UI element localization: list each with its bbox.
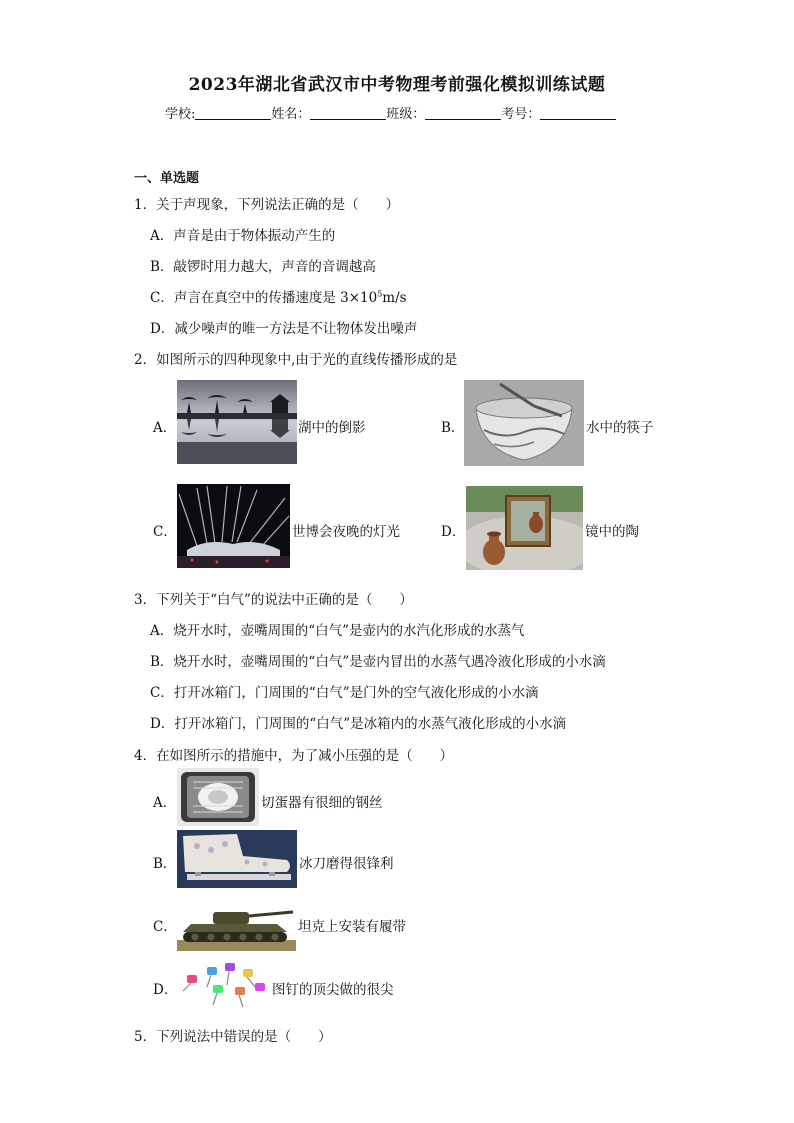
name-blank[interactable] xyxy=(310,107,386,120)
lake-reflection-image xyxy=(177,380,297,464)
egg-slicer-image xyxy=(177,768,259,826)
question-2-stem: 2．如图所示的四种现象中,由于光的直线传播形成的是 xyxy=(134,352,458,368)
ice-skate-image xyxy=(177,830,297,888)
question-4-option-b-label[interactable]: B． xyxy=(153,856,177,872)
number-blank[interactable] xyxy=(540,107,616,120)
question-2-option-d-label[interactable]: D． xyxy=(441,524,466,540)
question-1-option-d[interactable]: D．减少噪声的唯一方法是不让物体发出噪声 xyxy=(150,321,418,337)
chopsticks-in-water-image xyxy=(464,380,584,466)
question-3-option-b[interactable]: B．烧开水时，壶嘴周围的“白气”是壶内冒出的水蒸气遇冷液化形成的小水滴 xyxy=(150,654,606,670)
number-label: 考号： xyxy=(501,107,541,122)
student-info-line xyxy=(165,103,616,122)
class-blank[interactable] xyxy=(425,107,501,120)
thumbtacks-image xyxy=(177,957,270,1011)
question-2-option-c-caption: 世博会夜晚的灯光 xyxy=(292,524,400,540)
question-4-option-d-caption: 图钉的顶尖做的很尖 xyxy=(272,982,394,998)
question-2-option-a-label[interactable]: A． xyxy=(153,420,177,436)
school-blank[interactable] xyxy=(195,107,271,120)
question-4-option-a-label[interactable]: A． xyxy=(153,795,177,811)
section-heading: 一、单选题 xyxy=(134,171,200,186)
question-3-option-c[interactable]: C．打开冰箱门，门周围的“白气”是门外的空气液化形成的小水滴 xyxy=(150,685,539,701)
question-2-option-b-caption: 水中的筷子 xyxy=(586,420,654,436)
question-4-stem: 4．在如图所示的措施中，为了减小压强的是（ ） xyxy=(134,748,454,764)
question-2-option-a-caption: 湖中的倒影 xyxy=(298,420,366,436)
question-4-option-c-label[interactable]: C． xyxy=(153,919,177,935)
class-label: 班级： xyxy=(386,107,426,122)
question-2-option-c-label[interactable]: C． xyxy=(153,524,177,540)
question-3-stem: 3．下列关于“白气”的说法中正确的是（ ） xyxy=(134,592,413,608)
mirror-vase-image xyxy=(466,486,583,570)
school-label: 学校: xyxy=(165,107,196,122)
question-1-stem: 1．关于声现象，下列说法正确的是（ ） xyxy=(134,197,400,213)
tank-image xyxy=(177,896,296,951)
expo-night-lights-image xyxy=(177,484,290,568)
name-label: 姓名： xyxy=(271,107,311,122)
question-4-option-c-caption: 坦克上安装有履带 xyxy=(298,919,406,935)
question-4-option-b-caption: 冰刀磨得很锋利 xyxy=(299,856,394,872)
question-4-option-d-label[interactable]: D． xyxy=(153,982,178,998)
page-title: 2023年湖北省武汉市中考物理考前强化模拟训练试题 xyxy=(188,75,606,95)
question-3-option-a[interactable]: A．烧开水时，壶嘴周围的“白气”是壶内的水汽化形成的水蒸气 xyxy=(150,623,525,639)
question-5-stem: 5．下列说法中错误的是（ ） xyxy=(134,1029,332,1045)
question-4-option-a-caption: 切蛋器有很细的钢丝 xyxy=(261,795,383,811)
question-2-option-d-caption: 镜中的陶 xyxy=(585,524,639,540)
question-2-option-b-label[interactable]: B． xyxy=(441,420,465,436)
question-1-option-c[interactable]: C．声言在真空中的传播速度是 $3\times 10^5m/s$ xyxy=(150,289,407,306)
question-3-option-d[interactable]: D．打开冰箱门，门周围的“白气”是冰箱内的水蒸气液化形成的小水滴 xyxy=(150,716,567,732)
question-1-option-b[interactable]: B．敲锣时用力越大，声音的音调越高 xyxy=(150,259,376,275)
question-1-option-a[interactable]: A．声音是由于物体振动产生的 xyxy=(150,228,336,244)
